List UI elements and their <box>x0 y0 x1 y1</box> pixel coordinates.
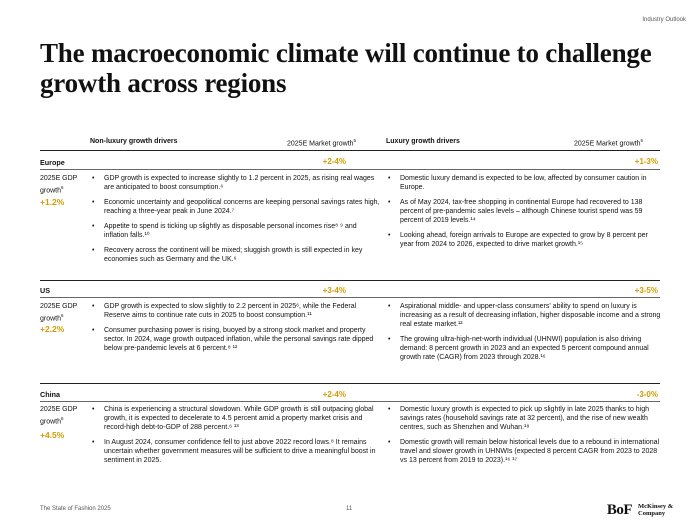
page-number: 11 <box>346 506 353 512</box>
europe-non-luxury-growth: +2-4% <box>322 157 346 166</box>
list-item: • Consumer purchasing power is rising, buoyed by a strong stock market and property sector. In 2024, wage growth outpaced inflation, while the personal savings rate dipped below pre-pandemic levels at 6 percent.⁸ ¹² <box>90 326 380 353</box>
list-item: • Domestic growth will remain below historical levels due to a rebound in international travel and slower growth in UHNWIs (expected 8 percent CAGR from 2023 to 2028 vs 13 percent from 2019 to 2023).¹⁶ ¹⁷ <box>386 438 662 465</box>
footer-source: The State of Fashion 2025 <box>40 506 111 512</box>
list-item: • China is experiencing a structural slowdown. While GDP growth is still outpacing global growth, it is expected to decelerate to 4.5 percent amid a property market crisis and record-high debt-to-GDP of 288 percent.⁶ ¹³ <box>90 405 380 432</box>
non-luxury-market-footnote: 5 <box>353 138 357 143</box>
us-luxury-bullets <box>386 302 662 368</box>
page-title: The macroeconomic climate will continue to challenge growth across regions <box>40 38 652 98</box>
list-item: • As of May 2024, tax-free shopping in continental Europe had recovered to 138 percent of pre-pandemic sales levels – although Chinese tourist spend was 59 percent of 2019 levels.¹⁴ <box>386 198 662 225</box>
luxury-market-footnote: 5 <box>640 138 644 143</box>
list-item: • Recovery across the continent will be mixed; sluggish growth is still expected in key economies such as Germany and the UK.⁶ <box>90 246 380 264</box>
china-gdp-value: +4.5% <box>40 430 65 440</box>
column-header-luxury-market <box>574 138 643 147</box>
list-item: • Domestic luxury demand is expected to be low, affected by consumer caution in Europe. <box>386 174 662 192</box>
column-header-luxury <box>386 138 460 145</box>
header-tag: Industry Outlook <box>642 17 686 23</box>
china-non-luxury-growth: +2-4% <box>322 390 346 399</box>
us-gdp-label: 2025E GDP growth$^6$ <box>40 303 78 323</box>
list-item: • Domestic luxury growth is expected to pick up slightly in late 2025 thanks to high savings rates (household savings rate at 32 percent), and the rise of new wealth centres, such as Shenzhen and Wuhan.¹⁸ <box>386 405 662 432</box>
europe-non-luxury-bullets <box>90 174 380 270</box>
list-item: • Appetite to spend is ticking up slightly as disposable personal incomes rise⁸ ⁹ and inflation falls.¹⁰ <box>90 222 380 240</box>
header-divider <box>40 150 660 151</box>
europe-gdp-value: +1.2% <box>40 197 65 207</box>
china-divider <box>40 401 660 402</box>
list-item: • Aspirational middle- and upper-class consumers' ability to spend on luxury is increasing as a result of decreasing inflation, higher disposable income and a strong real estate market.¹² <box>386 302 662 329</box>
china-luxury-bullets <box>386 405 662 471</box>
luxury-label: Luxury growth drivers <box>386 138 460 145</box>
non-luxury-label: Non-luxury growth drivers <box>90 138 178 145</box>
europe-divider <box>40 169 660 170</box>
europe-gdp-label: 2025E GDP growth$^6$ <box>40 175 78 195</box>
mckinsey-logo: McKinsey & Company <box>638 503 674 517</box>
list-item: • GDP growth is expected to increase slightly to 1.2 percent in 2025, as rising real wages are anticipated to boost consumption.⁶ <box>90 174 380 192</box>
non-luxury-market-label: 2025E Market growth <box>287 140 354 148</box>
europe-luxury-growth: +1-3% <box>634 157 658 166</box>
luxury-market-label: 2025E Market growth <box>574 140 641 148</box>
column-header-non-luxury-market <box>287 138 356 147</box>
list-item: • In August 2024, consumer confidence fell to just above 2022 record lows.⁸ It remains uncertain whether government measures will be sufficient to drive a meaningful boost in sentiment in 2025. <box>90 438 380 465</box>
list-item: • The growing ultra-high-net-worth individual (UHNWI) population is also driving demand: 8 percent growth in 2023 and an expected 5 percent compound annual growth rate (CAGR) from 2023 through 2028.¹⁶ <box>386 335 662 362</box>
region-name-china: China <box>40 390 60 399</box>
china-non-luxury-bullets <box>90 405 380 471</box>
china-luxury-growth: -3-0% <box>636 390 658 399</box>
list-item: • Looking ahead, foreign arrivals to Europe are expected to grow by 8 percent per year from 2024 to 2026, expected to drive market growth.¹⁵ <box>386 231 662 249</box>
list-item: • GDP growth is expected to slow slightly to 2.2 percent in 2025⁶, while the Federal Reserve aims to continue rate cuts in 2025 to boost consumption.¹¹ <box>90 302 380 320</box>
us-non-luxury-growth: +3-4% <box>322 286 346 295</box>
region-divider <box>40 280 660 281</box>
china-gdp-label: 2025E GDP growth$^6$ <box>40 406 78 426</box>
us-non-luxury-bullets <box>90 302 380 359</box>
region-divider <box>40 383 660 384</box>
us-luxury-growth: +3-5% <box>634 286 658 295</box>
region-name-europe: Europe <box>40 158 65 167</box>
bof-logo: BoF <box>606 502 632 518</box>
europe-luxury-bullets <box>386 174 662 255</box>
us-divider <box>40 297 660 298</box>
region-name-us: US <box>40 286 50 295</box>
column-header-non-luxury <box>90 138 178 145</box>
list-item: • Economic uncertainty and geopolitical concerns are keeping personal savings rates high, reaching a three-year peak in June 2024.⁷ <box>90 198 380 216</box>
us-gdp-value: +2.2% <box>40 324 65 334</box>
